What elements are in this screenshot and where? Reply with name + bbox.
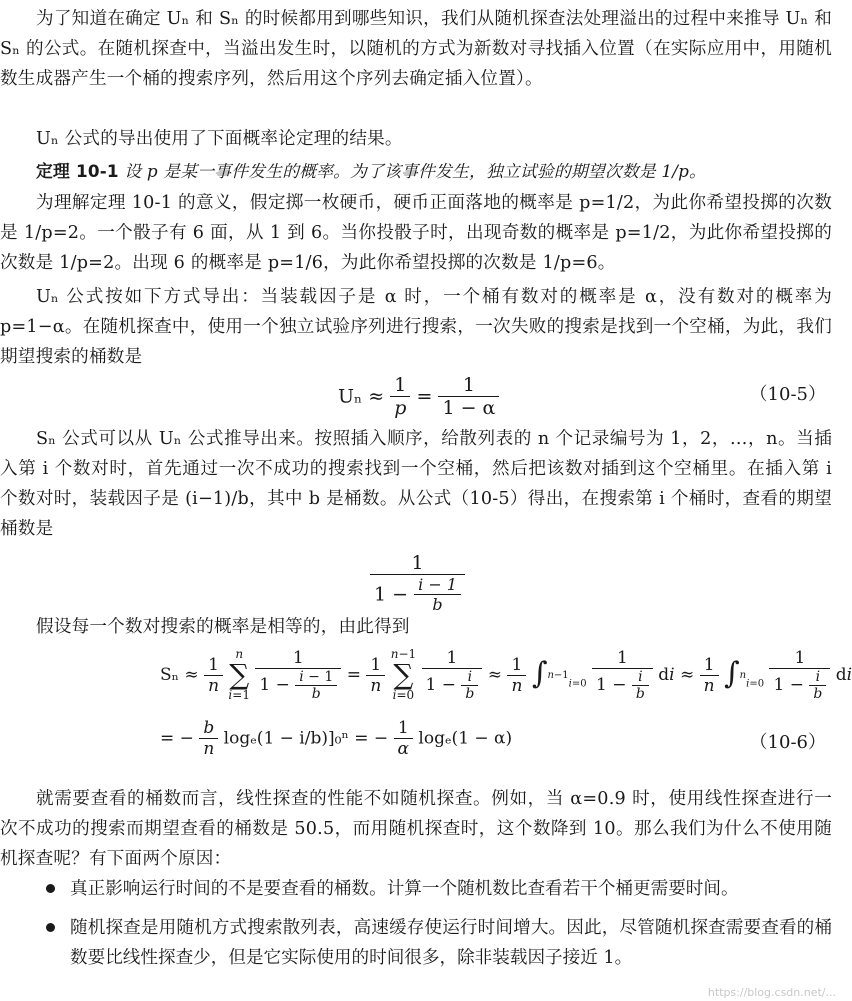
watermark: https://blog.csdn.net/... (707, 986, 836, 999)
list-item: 真正影响运行时间的不是要查看的桶数。计算一个随机数比查看若干个桶更需要时间。 (46, 874, 832, 904)
integral-symbol: ∫$^{n-1}_{i=0}$ (531, 656, 587, 692)
intro-paragraph: 为了知道在确定 Uₙ 和 Sₙ 的时候都用到哪些知识，我们从随机探查法处理溢出的过程中来推导 Uₙ 和 Sₙ 的公式。在随机探查中，当溢出发生时，以随机的方式为新数对寻找插入位置（在实际应用中，用随机数生成器产生一个桶的搜索序列，然后用这个序列去确定插入位置）。 (0, 9, 832, 89)
linear-vs-random-paragraph: 就需要查看的桶数而言，线性探查的性能不如随机探查。例如，当 α=0.9 时，使用线性探查进行一次不成功的搜索而期望查看的桶数是 50.5，而用随机探查时，这个数降到 10。那么我们为什么不使用随机探查呢？有下面两个原因： (0, 789, 832, 869)
theorem-body: 设 p 是某一事件发生的概率。为了该事件发生，独立试验的期望次数是 1/p。 (124, 161, 706, 181)
bullet-icon (46, 884, 55, 893)
theorem-label: 定理 10-1 (36, 161, 119, 181)
equation-10-6-line2: = − $\frac{b}{n}$ logₑ(1 − i/b)]₀ⁿ = − $\frac{1}{\alpha}$ logₑ(1 − α) （10-6） (160, 718, 826, 759)
reasons-list (46, 874, 832, 982)
expected-buckets-expression (0, 548, 840, 612)
expected-buckets-frac: 1 1 − $\frac{i - 1}{b}$ (370, 552, 465, 614)
un-derivation-paragraph: Uₙ 公式按如下方式导出：当装载因子是 α 时，一个桶有数对的概率是 α，没有数对的概率为 p=1−α。在随机探查中，使用一个独立试验序列进行搜索，一次失败的搜索是找到一个空桶，为此，我们期望搜索的桶数是 (0, 287, 832, 367)
equal-probability-paragraph: 假设每一个数对搜索的概率是相等的，由此得到 (36, 617, 410, 637)
equation-10-5: Uₙ ≈ $\frac{1}{p}$ = $\frac{1}{1 - \alpha}$ （10-5） (338, 374, 826, 419)
eq-10-5-frac2: $\frac{1}{1 - \alpha}$ (438, 374, 499, 419)
summation-symbol: n ∑ i=1 (228, 647, 250, 702)
bullet-icon (46, 923, 55, 932)
list-item: 随机探查是用随机方式搜索散列表，高速缓存使运行时间增大。因此，尽管随机探查需要查看的桶数要比线性探查少，但是它实际使用的时间很多，除非装载因子接近 1。 (46, 913, 832, 973)
equation-number-10-6: （10-6） (749, 732, 826, 753)
eq-10-5-frac1: $\frac{1}{p}$ (390, 374, 410, 419)
equation-number-10-5: （10-5） (749, 384, 826, 405)
theorem-explanation-paragraph: 为理解定理 10-1 的意义，假定掷一枚硬币，硬币正面落地的概率是 p=1/2，为此你希望投掷的次数是 1/p=2。一个骰子有 6 面，从 1 到 6。当你投骰子时，出现奇数的概率是 p=1/2，为此你希望投掷的次数是 1/p=2。出现 6 的概率是 p=1/6，为此你希望投掷的次数是 1/p=6。 (0, 193, 832, 273)
eq-10-5-lhs: Uₙ ≈ (338, 385, 385, 408)
sn-derivation-paragraph: Sₙ 公式可以从 Uₙ 公式推导出来。按照插入顺序，给散列表的 n 个记录编号为 1，2，…，n。当插入第 i 个数对时，首先通过一次不成功的搜索找到一个空桶，然后把该数对插到这个空桶里。在插入第 i 个数对时，装载因子是 (i−1)/b，其中 b 是桶数。从公式（10-5）得出，在搜索第 i 个桶时，查看的期望桶数是 (0, 429, 832, 539)
un-derivation-intro: Uₙ 公式的导出使用了下面概率论定理的结果。 (36, 129, 403, 149)
equation-10-6-line1: Sₙ ≈ $\frac{1}{n}$ n ∑ i=1 1 1 − $\frac{i - 1}{b}$ = $\frac{1}{n}$ n−1 ∑ i=0 1 1 − $\frac{i}{b}$ ≈ $\frac{1}{n}$ ∫$^{n-1}_{i=0}$ 1 1 − $\frac{i}{b}$ di ≈ $\frac{1}{n}$ ∫$^n_{i=0}$ 1 1 − $\frac{i}{b}$ di (160, 647, 852, 702)
theorem-10-1 (0, 156, 832, 186)
